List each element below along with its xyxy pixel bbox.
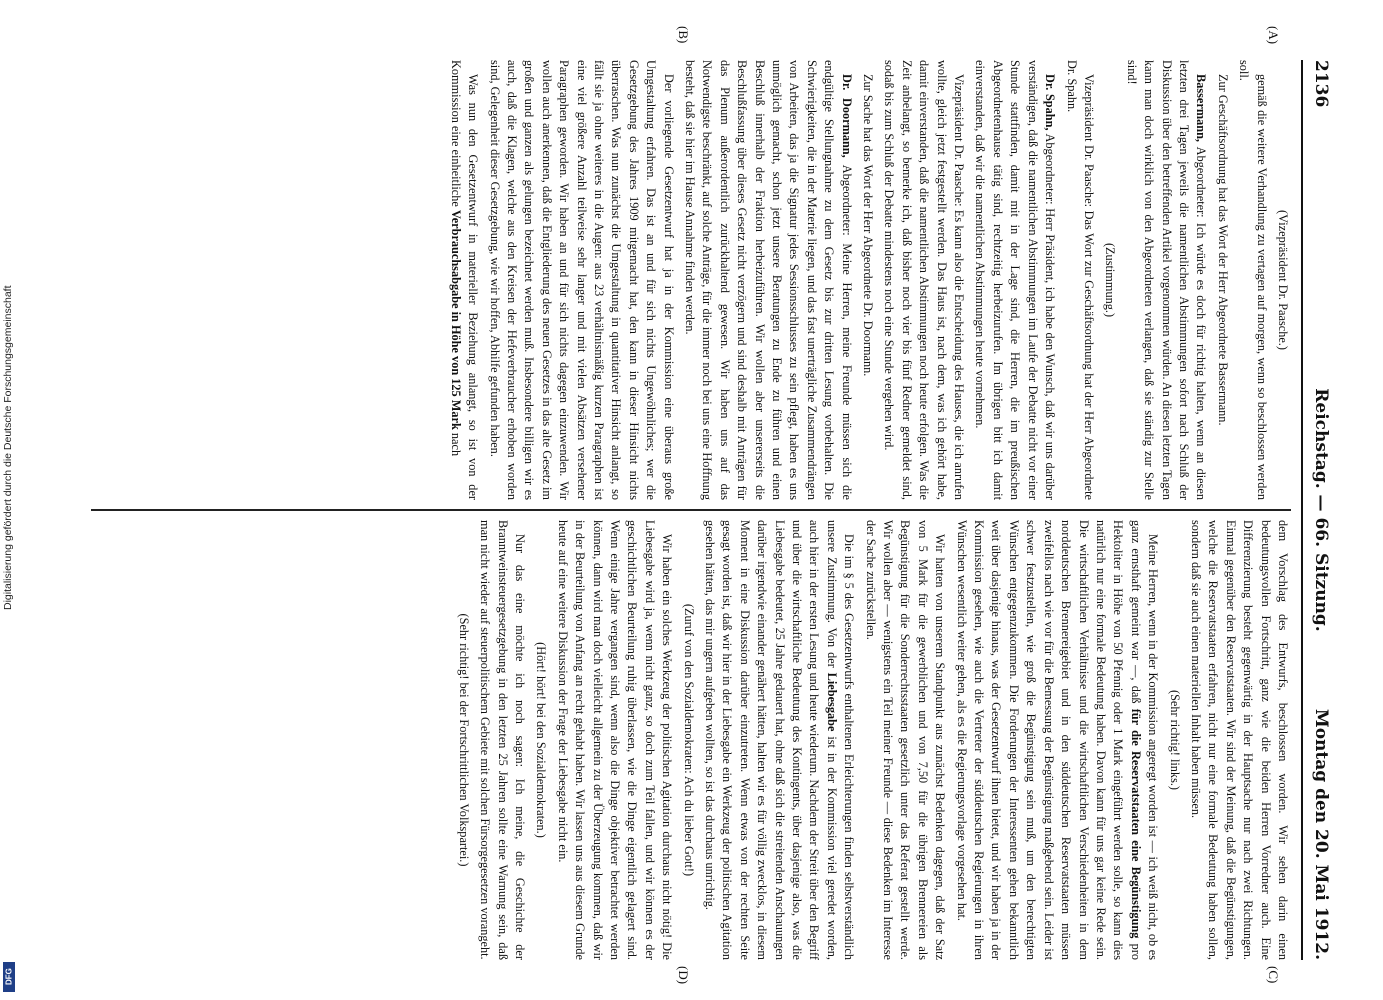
- paragraph: Wir haben ein solches Werkzeug der politischen Agitation durchaus nicht nötig! Die Liebesgabe wird ja, wenn nicht ganz, so doch zum Teil fallen, und wir können es der geschichtlichen Beurteilung ruhig überlassen, wie die Dinge eigentlich gelagert sind. Wenn einige Jahre vergangen sind, wenn also die Dinge objektiver betrachtet werden können, dann wird man doch vielleicht allgemein zu der Überzeugung kommen, daß wir in der Beurteilung von Anfang an recht gehabt haben. Wir lassen uns aus diesem Grunde heute auf eine weitere Diskussion der Frage der Liebesgabe nicht ein.: [555, 520, 675, 960]
- paragraph: Vizepräsident Dr. Paasche: Es kann also die Entscheidung des Hauses, die ich anrufen wollte, gleich jetzt festgestellt werden. Das Haus ist, nach dem, was ich gehört habe, damit einverstanden, daß die namentlichen Abstimmungen noch heute erfolgen. Was die Zeit anbelangt, so bemerke ich, daß bisher noch vier bis fünf Redner gemeldet sind, sodaß bis zum Schluß der Debatte mindestens noch eine Stunde vergehen wird.: [882, 60, 967, 500]
- interjection: (Sehr richtig! bei der Fortschrittlichen Volkspartei.): [456, 613, 471, 867]
- document-page: [51, 26, 1331, 985]
- page-date: Montag den 20. Mai 1912.: [1311, 708, 1331, 960]
- digitization-credit: Digitalisierung gefördert durch die Deutsche Forschungsgemeinschaft: [2, 285, 14, 610]
- text-run: Was nun den Gesetzentwurf in materieller Beziehung anlangt, so ist von der Kommission eine einheitliche: [448, 60, 481, 500]
- paragraph: Wir hatten von unserem Standpunkt aus zunächst Bedenken dagegen, daß der Satz von 5 Mark für die gewerblichen und von 7,50 für die übrigen Brennereien als Begünstigung für die Sonderrechtsstaaten gesetzlich unter das Referat gestellt werde. Wir wollen aber — wenigstens ein Teil meiner Freunde — diese Bedenken im Interesse der Sache zurückstellen.: [863, 520, 948, 960]
- page-title: Reichstag. — 66. Sitzung.: [1311, 388, 1331, 632]
- interjection: (Hört! hört! bei den Sozialdemokraten.): [534, 642, 549, 838]
- text-run: pro Hektoliter in Höhe von 50 Pfennig oder 1 Mark eingeführt werden solle, so kann dies natürlich nur eine formale Bedeutung haben. Davon kann für uns gar keine Rede sein. Die wirtschaftlichen Verhältnisse und die wirtschaftlichen Verschiedenheiten in dem norddeutschen Brennereigebiet und in den süddeutschen Reservatstaaten müssen zweifellos nach wie vor für die Bemessung der Begünstigung maßgebend sein. Leider ist schwer festzustellen, wie groß die Begünstigung sein muß, um den berechtigten Wünschen entgegenzukommen. Die Forderungen der Interessenten gehen bekanntlich weit über dasjenige hinaus, was der Gesetzentwurf ihnen bietet, und wir haben ja in der Kommission gesehen, wie auch die Vertreter der süddeutschen Regierungen in ihren Wünschen wesentlich weiter gehen, als es die Regierungsvorlage vorgesehen hat.: [954, 520, 1143, 960]
- paragraph: Nur das eine möchte ich noch sagen: Ich meine, die Geschichte der Branntweinsteuergesetzgebung in den letzten 25 Jahren sollte eine Warnung sein, daß man nicht wieder auf steuerpolitischem Gebiete mit solchen Fürsorgegesetzen vorangeht.: [478, 520, 527, 960]
- paragraph: [701, 520, 858, 960]
- paragraph: dem Vorschlag des Entwurfs, beschlossen worden. Wir sehen darin einen bedeutungsvollen Fortschritt, ganz wie die beiden Herren Vorredner auch. Eine Differenzierung besteht gegenwärtig in der Hauptsache nur nach zwei Richtungen. Einmal gegenüber den Reservatstaaten. Wir sind der Meinung, daß die Begünstigungen, welche die Reservatstaaten erfahren, nicht nur eine formale Bedeutung haben sollen, sondern daß sie auch einen materiellen Inhalt haben müssen.: [1188, 520, 1290, 960]
- paragraph: [446, 60, 481, 500]
- speaker-name: Dr. Spahn,: [1043, 74, 1058, 131]
- dfg-logo: DFG: [3, 962, 15, 992]
- speaker-name: Dr. Doormann,: [839, 74, 854, 158]
- speaker-name: Bassermann,: [1194, 74, 1209, 142]
- right-column: [61, 520, 1291, 960]
- speech-text: Abgeordneter: Meine Herren, meine Freunde müssen sich die endgültige Stellungnahme zu dem Gesetz bis zur dritten Lesung vorbehalten. Die Schwierigkeiten, die in der Materie liegen, und das fast unerträgliche Zusammendrängen von Arbeiten, das ja die Signatur jedes Sessionsschlusses zu sein pflegt, haben es uns unmöglich gemacht, schon jetzt unsere Beratungen zu Ende zu führen und einen Beschluß innerhalb der Fraktion herbeizuführen. Wir wollen aber unsererseits die Beschlußfassung über dieses Gesetz nicht verzögern und sind deshalb mit Anträgen für das Plenum außerordentlich zurückhaltend gewesen. Wir haben uns auf das Notwendigste beschränkt, auf solche Anträge, für die immer noch bei uns eine Hoffnung besteht, daß sie hier im Hause Annahme finden werden.: [683, 60, 854, 500]
- emphasis: Verbrauchsabgabe in Höhe von 125 Mark: [448, 209, 463, 430]
- paragraph: gemäß die weitere Verhandlung zu vertagen auf morgen, wenn so beschlossen werden soll.: [1237, 60, 1269, 500]
- margin-marker-b: (B): [676, 26, 691, 44]
- text-run: ist in der Kommission viel geredet worden, auch hier in der ersten Lesung und heute wiederum. Nachdem der Streit über den Begriff und über die wirtschaftliche Bedeutung des Kontingents, über dasjenige also, was die Liebesgabe bedeutet, 25 Jahre gedauert hat, ohne daß sich die streitenden Anschauungen darüber irgendwie einander genähert hätten, halten wir es für völlig zwecklos, in diesem Moment in eine Diskussion darüber einzutreten. Wenn etwas von der rechten Seite gesagt worden ist, daß wir hier in der Liebesgabe ein Werkzeug der politischen Agitation gesehen hätten, das mir ungern aufgeben wollten, so ist das durchaus unrichtig.: [703, 520, 839, 960]
- speaker-tag: (Vizepräsident Dr. Paasche.): [1276, 210, 1290, 350]
- text-run: nach: [448, 429, 463, 457]
- page-number: 2136: [1311, 60, 1331, 108]
- margin-marker-a: (A): [1266, 26, 1281, 45]
- speech-text: Abgeordneter: Ich würde es doch für richtig halten, wenn an diesen letzten drei Tagen jeweils die namentlichen Abstimmungen sofort nach Schluß der Diskussion über den betreffenden Artikel vorgenommen würden. An diesen letzten Tagen kann man doch wirklich von den Abgeordneten verlangen, daß sie ständig zur Stelle sind!: [1124, 60, 1209, 500]
- margin-marker-d: (D): [676, 966, 691, 985]
- emphasis: für die Reservatstaaten eine Begünstigung: [1128, 708, 1143, 939]
- emphasis: Liebesgabe: [824, 672, 839, 732]
- paragraph: Der vorliegende Gesetzentwurf hat ja in der Kommission eine überaus große Umgestaltung erfahren. Das ist an und für sich nichts Ungewöhnliches; wer die Gesetzgebung des Jahres 1909 mitgemacht hat, den kann in dieser Hinsicht nichts überraschen. Was nun zunächst die Umgestaltung in quantitativer Hinsicht anlangt, so fällt sie ja ohne weiteres in die Augen: aus 23 verhältnismäßig kurzen Paragraphen ist eine viel größere Anzahl teilweise sehr langer und mit vielen Absätzen versehener Paragraphen geworden. Wir haben an und für sich nichts dagegen einzuwenden. Wir wollen auch anerkennen, daß die Entgliederung des neuen Gesetzes in das alte Gesetz im großen und ganzen als gelungen bezeichnet werden muß. Insbesondere billigen wir es auch, daß die Klagen, welche aus den Kreisen der Hefeverbraucher erhoben worden sind, Gelegenheit dieser Gesetzgebung, wie wir hoffen, Abhilfe gefunden haben.: [487, 60, 676, 500]
- interjection: (Sehr richtig! links.): [1167, 689, 1182, 791]
- left-column: [61, 60, 1291, 500]
- margin-marker-c: (C): [1266, 966, 1281, 984]
- column-divider: [91, 509, 1291, 511]
- text-run: Meine Herren, wenn in der Kommission angeregt worden ist — ich weiß nicht, ob es ganz ernsthaft gemeint war —, daß: [1128, 520, 1161, 960]
- page-header: [1305, 60, 1331, 960]
- interjection: (Zustimmung.): [1103, 242, 1118, 318]
- speech-text: Abgeordneter: Herr Präsident, ich habe den Wunsch, daß wir uns darüber verständigen, daß die namentlichen Abstimmungen im Laufe der Debatte nicht vor einer Stunde stattfinden, damit mit in der Lage sind, die Herren, die im preußischen Abgeordnetenhause tätig sind, rechtzeitig herbeizurufen. Im übrigen bitt ich damit einverstanden, daß wir die namentlichen Abstimmungen heute vornehmen.: [973, 60, 1058, 500]
- header-rule: [1301, 60, 1303, 960]
- paragraph: [971, 60, 1058, 500]
- paragraph: [1122, 60, 1209, 500]
- paragraph: [952, 520, 1161, 960]
- text-run: Die im § 5 des Gesetzentwurfs enthaltenen Erleichterungen finden selbstverständlich unsere Zustimmung. Von der: [824, 520, 857, 960]
- paragraph: Zur Geschäftsordnung hat das Wort der Herr Abgeordnete Bassermann.: [1215, 74, 1230, 426]
- paragraph: [681, 60, 855, 500]
- paragraph: Zur Sache hat das Wort der Herr Abgeordnete Dr. Doormann.: [861, 74, 876, 377]
- paragraph: Vizepräsident Dr. Paasche: Das Wort zur Geschäftsordnung hat der Herr Abgeordnete Dr. Spahn.: [1064, 60, 1096, 500]
- interjection: (Zuruf von den Sozialdemokraten: Ach du lieber Gott!): [681, 603, 696, 877]
